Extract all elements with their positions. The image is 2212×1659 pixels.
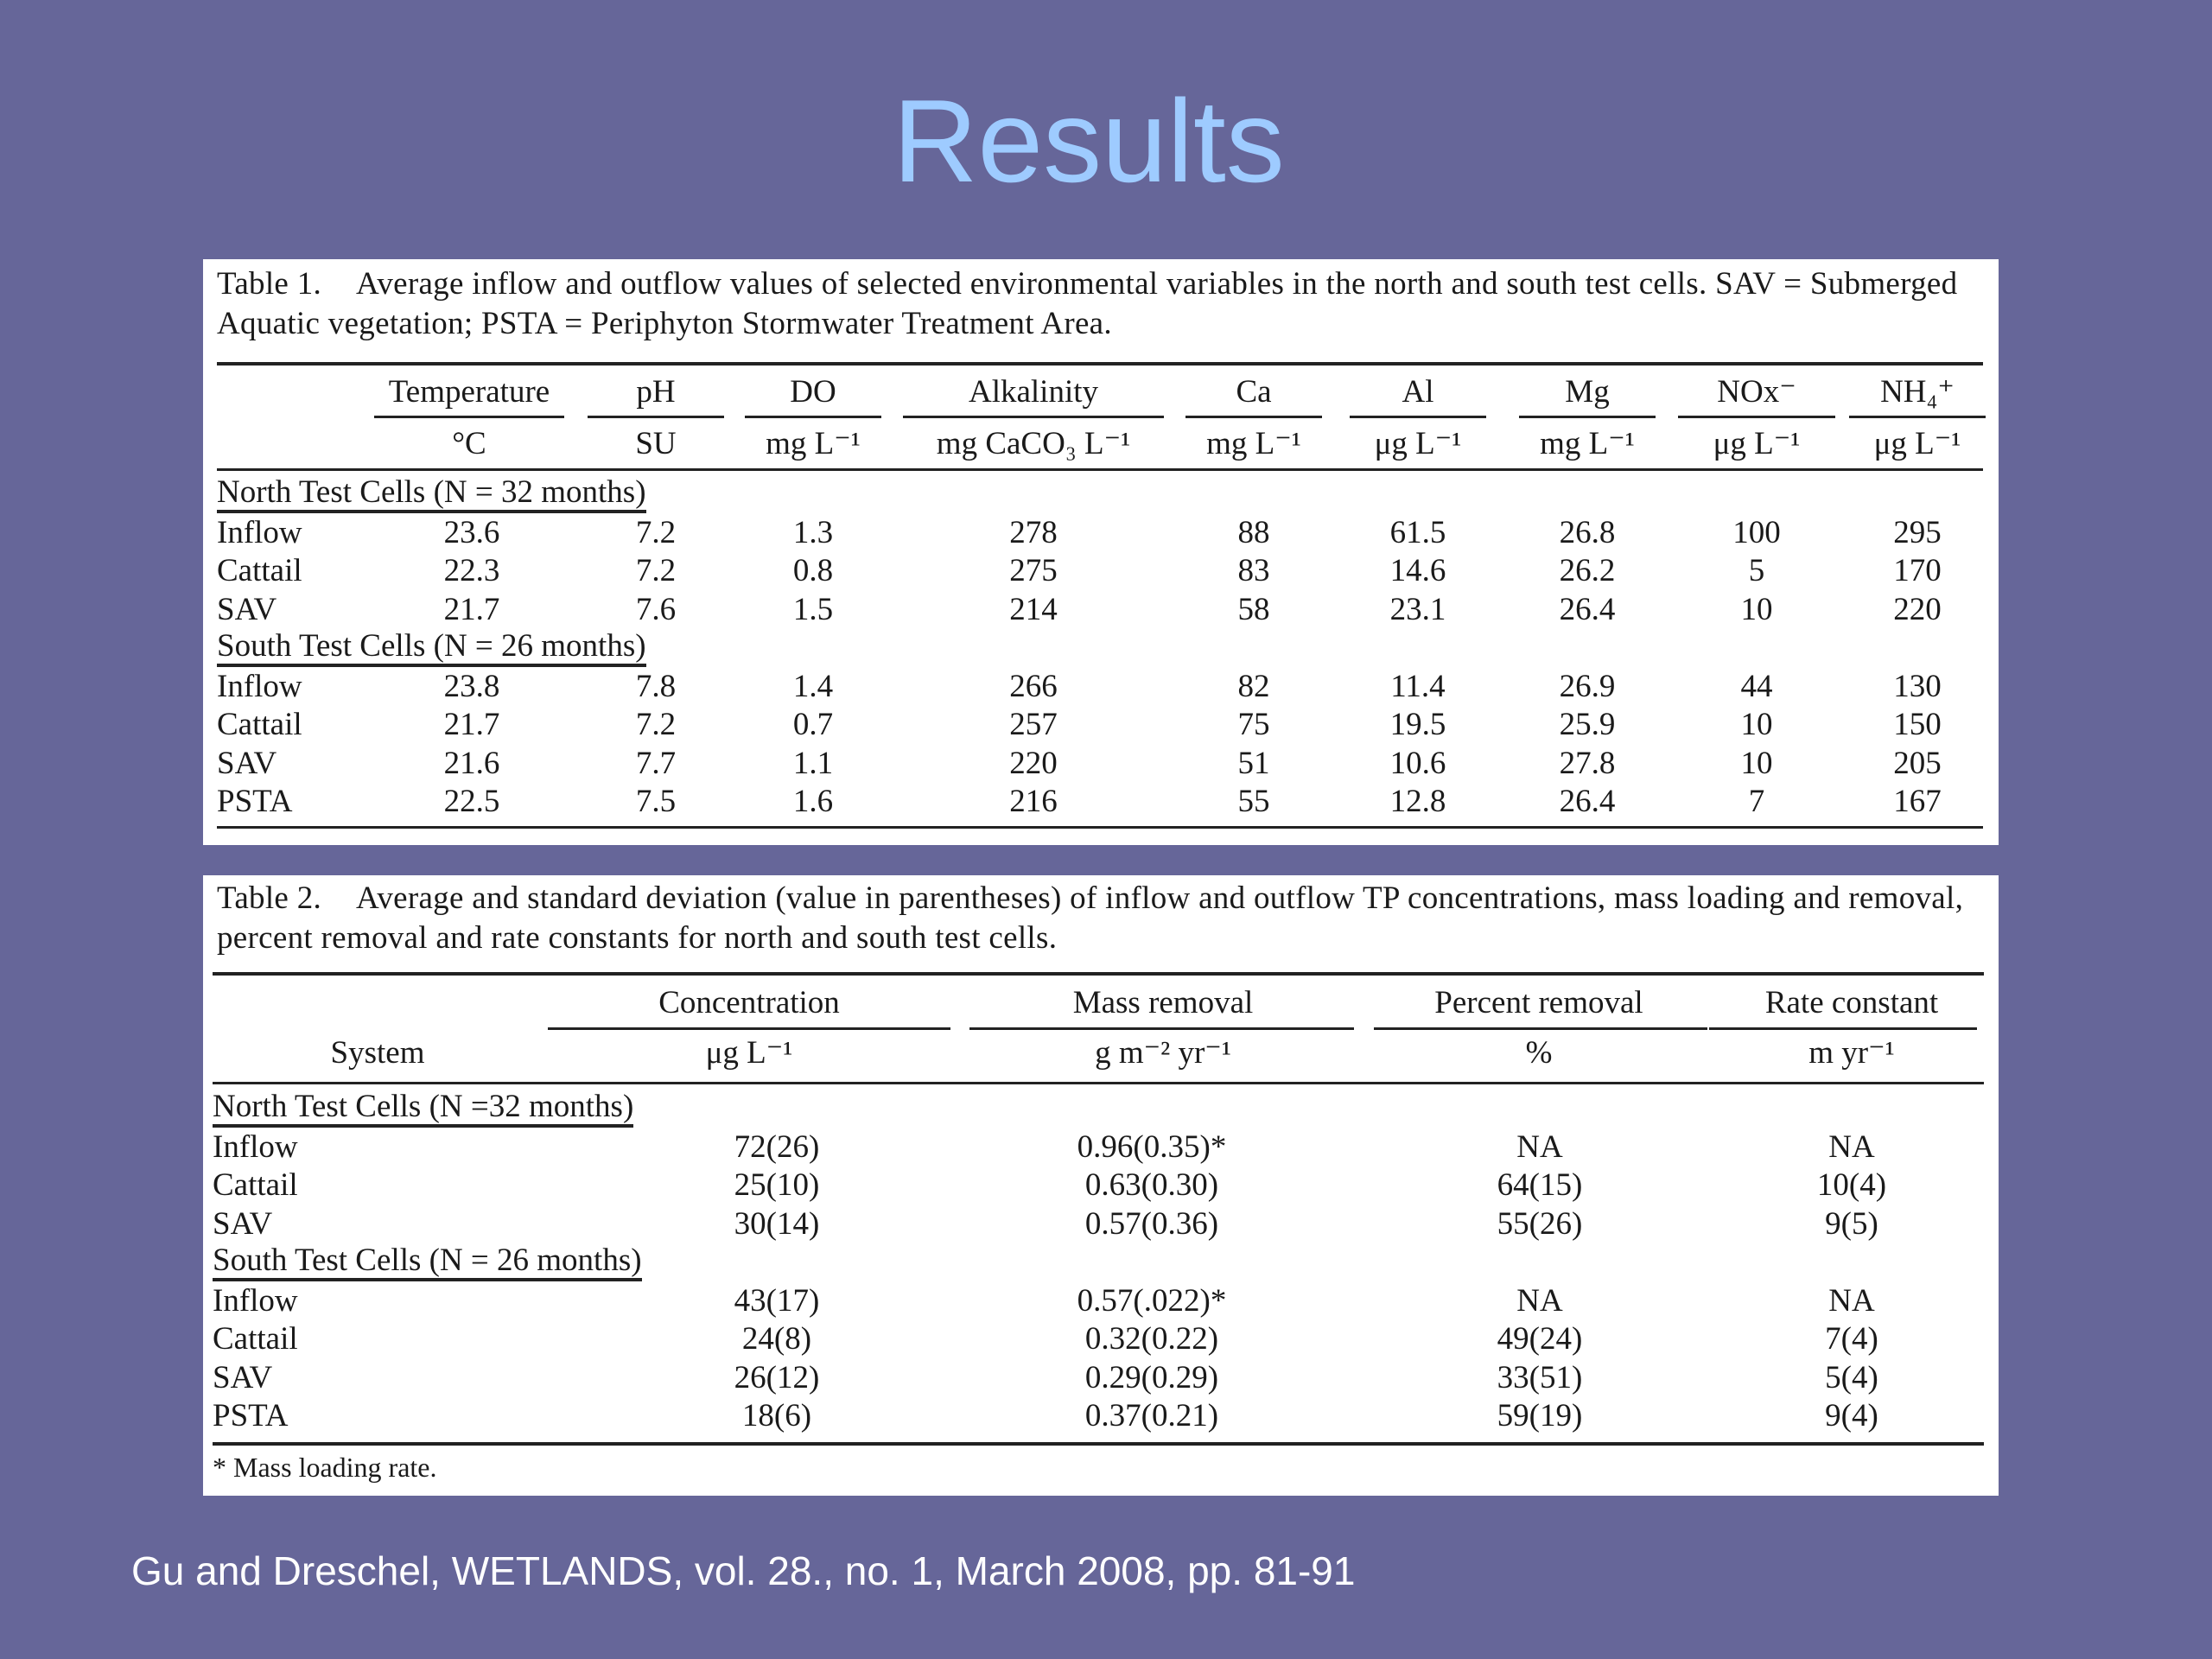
- table-1-cell: 220: [1893, 591, 1942, 627]
- table-1-cell: 55: [1237, 784, 1270, 819]
- table-1-cell: 83: [1237, 553, 1270, 588]
- table-2-cell: 9(4): [1825, 1398, 1878, 1433]
- table-2-cell: 30(14): [734, 1205, 820, 1242]
- table-1: [203, 259, 1999, 845]
- slide-title: Results: [893, 75, 1285, 207]
- table-1-col-header: NOx⁻: [1717, 374, 1796, 410]
- table-1-col-header: pH: [636, 374, 676, 410]
- table-1-cell: 7.2: [635, 707, 677, 742]
- table-1-cell: 10: [1740, 707, 1773, 742]
- table-1-cell: 1.4: [792, 668, 834, 704]
- table-1-cell: 1.3: [792, 514, 834, 550]
- table-1-col-underline: [745, 416, 881, 418]
- table-2-row-label: Inflow: [213, 1282, 298, 1319]
- table-1-cell: 130: [1893, 668, 1942, 704]
- table-2-cell: 0.57(.022)*: [1077, 1282, 1227, 1319]
- table-2-row-label: Cattail: [213, 1321, 298, 1357]
- table-2-cell: 10(4): [1816, 1167, 1887, 1203]
- table-1-cell: 26.2: [1559, 553, 1616, 588]
- table-2-cell: 5(4): [1825, 1359, 1878, 1395]
- table-1-col-unit: μg L⁻¹: [1873, 426, 1961, 461]
- table-2-cell: 7(4): [1825, 1321, 1878, 1357]
- table-1-col-underline: [588, 416, 724, 418]
- table-1-cell: 26.4: [1559, 784, 1616, 819]
- table-2-cell: 25(10): [734, 1167, 820, 1203]
- table-1-caption: [217, 264, 1980, 344]
- table-2-cell: NA: [1516, 1282, 1563, 1319]
- table-1-cell: 25.9: [1559, 707, 1616, 742]
- table-1-cell: 14.6: [1389, 553, 1446, 588]
- table-1-col-header: Ca: [1236, 374, 1272, 410]
- table-2-cell: 0.63(0.30): [1084, 1167, 1219, 1203]
- citation: Gu and Dreschel, WETLANDS, vol. 28., no. 1, March 2008, pp. 81-91: [131, 1548, 1356, 1593]
- table-2-cell: 59(19): [1497, 1398, 1583, 1433]
- table-2-cell: NA: [1516, 1128, 1563, 1165]
- table-1-cell: 7.6: [635, 591, 677, 627]
- table-2-cell: 33(51): [1497, 1359, 1583, 1395]
- table-2-col-header: Mass removal: [1072, 985, 1254, 1020]
- table-2-caption-label: Table 2.: [217, 880, 322, 916]
- table-1-cell: 0.7: [792, 707, 834, 742]
- table-1-row-label: Cattail: [217, 707, 302, 742]
- table-1-cell: 7.7: [635, 745, 677, 781]
- table-2-col-unit: g m⁻² yr⁻¹: [1095, 1035, 1231, 1071]
- table-2-footnote: * Mass loading rate.: [213, 1452, 437, 1483]
- table-1-col-unit: °C: [452, 426, 486, 461]
- table-2-cell: 0.37(0.21): [1084, 1398, 1219, 1433]
- table-1-header-rule: [217, 468, 1983, 471]
- table-1-col-header: NH₄⁺: [1880, 374, 1955, 410]
- table-1-cell: 7.2: [635, 553, 677, 588]
- table-2-cell: 49(24): [1497, 1321, 1583, 1357]
- table-1-section-heading: North Test Cells (N = 32 months): [217, 475, 646, 513]
- table-1-cell: 10: [1740, 591, 1773, 627]
- table-2-col-unit: m yr⁻¹: [1808, 1035, 1895, 1071]
- table-1-col-underline: [1519, 416, 1656, 418]
- table-2-cell: 72(26): [734, 1128, 820, 1165]
- table-1-cell: 150: [1893, 707, 1942, 742]
- table-2-col-underline: [969, 1027, 1354, 1030]
- table-2-cell: 26(12): [734, 1359, 820, 1395]
- table-1-cell: 295: [1893, 514, 1942, 550]
- table-2-cell: 18(6): [741, 1398, 812, 1433]
- table-2-row-label: PSTA: [213, 1398, 289, 1433]
- table-1-cell: 7.8: [635, 668, 677, 704]
- table-1-row-label: Cattail: [217, 553, 302, 588]
- table-1-col-unit: μg L⁻¹: [1374, 426, 1462, 461]
- table-1-row-label: SAV: [217, 745, 277, 781]
- table-1-cell: 167: [1893, 784, 1942, 819]
- table-1-cell: 61.5: [1389, 514, 1446, 550]
- table-1-cell: 23.6: [443, 514, 500, 550]
- table-1-row-label: Inflow: [217, 668, 302, 704]
- table-1-col-header: Al: [1402, 374, 1434, 410]
- table-1-cell: 7: [1748, 784, 1765, 819]
- table-1-cell: 22.5: [443, 784, 500, 819]
- table-1-cell: 44: [1740, 668, 1773, 704]
- table-1-cell: 216: [1009, 784, 1058, 819]
- table-1-col-header: Temperature: [388, 374, 550, 410]
- table-1-cell: 58: [1237, 591, 1270, 627]
- table-1-cell: 10.6: [1389, 745, 1446, 781]
- table-1-col-underline: [1678, 416, 1835, 418]
- table-1-top-rule: [217, 362, 1983, 365]
- table-1-cell: 22.3: [443, 553, 500, 588]
- table-1-cell: 10: [1740, 745, 1773, 781]
- table-1-cell: 0.8: [792, 553, 834, 588]
- table-1-cell: 257: [1009, 707, 1058, 742]
- table-1-cell: 100: [1732, 514, 1781, 550]
- table-2-section-heading: South Test Cells (N = 26 months): [213, 1243, 642, 1281]
- table-2-system-header: System: [330, 1035, 425, 1071]
- table-1-cell: 75: [1237, 707, 1270, 742]
- table-2-col-header: Percent removal: [1434, 985, 1643, 1020]
- table-2-cell: 43(17): [734, 1282, 820, 1319]
- table-1-cell: 82: [1237, 668, 1270, 704]
- table-1-cell: 1.1: [792, 745, 834, 781]
- table-2-cell: 64(15): [1497, 1167, 1583, 1203]
- table-1-cell: 1.5: [792, 591, 834, 627]
- table-1-col-header: Alkalinity: [968, 374, 1099, 410]
- table-2-col-underline: [1374, 1027, 1707, 1030]
- table-2-row-label: Inflow: [213, 1128, 298, 1165]
- table-1-cell: 23.1: [1389, 591, 1446, 627]
- table-2-caption: [217, 879, 1980, 958]
- table-1-col-underline: [903, 416, 1164, 418]
- table-2-col-unit: %: [1525, 1035, 1553, 1071]
- table-1-cell: 7.2: [635, 514, 677, 550]
- table-1-cell: 205: [1893, 745, 1942, 781]
- table-1-cell: 12.8: [1389, 784, 1446, 819]
- table-1-cell: 11.4: [1390, 668, 1446, 704]
- table-2-cell: 0.96(0.35)*: [1077, 1128, 1227, 1165]
- table-1-col-unit: mg L⁻¹: [1540, 426, 1635, 461]
- table-1-caption-label: Table 1.: [217, 266, 322, 302]
- table-1-section-heading: South Test Cells (N = 26 months): [217, 629, 646, 667]
- table-1-col-underline: [1350, 416, 1486, 418]
- table-2-bottom-rule: [213, 1442, 1984, 1446]
- table-1-col-unit: mg L⁻¹: [1206, 426, 1301, 461]
- table-1-cell: 266: [1009, 668, 1058, 704]
- table-2-cell: 24(8): [741, 1321, 812, 1357]
- table-1-row-label: Inflow: [217, 514, 302, 550]
- table-1-cell: 275: [1009, 553, 1058, 588]
- table-2-cell: 9(5): [1825, 1205, 1878, 1242]
- table-1-bottom-rule: [217, 826, 1983, 829]
- table-1-cell: 26.9: [1559, 668, 1616, 704]
- table-1-row-label: PSTA: [217, 784, 293, 819]
- table-1-col-unit: mg CaCO₃ L⁻¹: [936, 426, 1131, 461]
- table-1-caption-text: Average inflow and outflow values of selected environmental variables in the north and south test cells. SAV = Submerged Aquatic vegetation; PSTA = Periphyton Stormwater Treatment Area.: [217, 266, 1958, 341]
- table-1-cell: 23.8: [443, 668, 500, 704]
- table-1-cell: 214: [1009, 591, 1058, 627]
- table-1-cell: 5: [1748, 553, 1765, 588]
- table-1-cell: 51: [1237, 745, 1270, 781]
- table-2-row-label: SAV: [213, 1359, 273, 1395]
- table-1-cell: 170: [1893, 553, 1942, 588]
- table-2-col-underline: [1709, 1027, 1977, 1030]
- table-2-col-header: Concentration: [658, 985, 840, 1020]
- table-1-col-unit: μg L⁻¹: [1713, 426, 1801, 461]
- table-1-row-label: SAV: [217, 591, 277, 627]
- table-1-cell: 26.4: [1559, 591, 1616, 627]
- table-1-col-underline: [1849, 416, 1986, 418]
- table-1-cell: 7.5: [635, 784, 677, 819]
- table-2-top-rule: [213, 972, 1984, 976]
- table-1-col-header: Mg: [1565, 374, 1610, 410]
- table-2-col-header: Rate constant: [1764, 985, 1939, 1020]
- table-1-cell: 220: [1009, 745, 1058, 781]
- table-1-cell: 88: [1237, 514, 1270, 550]
- table-1-col-underline: [1185, 416, 1322, 418]
- table-2-cell: NA: [1828, 1128, 1875, 1165]
- table-1-col-unit: mg L⁻¹: [766, 426, 861, 461]
- table-2-cell: 0.57(0.36): [1084, 1205, 1219, 1242]
- table-2-caption-text: Average and standard deviation (value in parentheses) of inflow and outflow TP concentrations, mass loading and removal, percent removal and rate constants for north and south test cells.: [217, 880, 1964, 956]
- table-2-cell: 55(26): [1497, 1205, 1583, 1242]
- table-2-header-rule: [213, 1082, 1984, 1084]
- table-1-cell: 278: [1009, 514, 1058, 550]
- table-1-cell: 1.6: [792, 784, 834, 819]
- table-2-row-label: SAV: [213, 1205, 273, 1242]
- table-2-col-underline: [548, 1027, 950, 1030]
- table-1-cell: 21.6: [443, 745, 500, 781]
- table-2-cell: 0.32(0.22): [1084, 1321, 1219, 1357]
- table-1-cell: 21.7: [443, 707, 500, 742]
- table-2-cell: NA: [1828, 1282, 1875, 1319]
- table-1-col-header: DO: [790, 374, 836, 410]
- table-2: [203, 875, 1999, 1496]
- table-1-cell: 26.8: [1559, 514, 1616, 550]
- table-1-cell: 27.8: [1559, 745, 1616, 781]
- table-2-row-label: Cattail: [213, 1167, 298, 1203]
- table-1-cell: 19.5: [1389, 707, 1446, 742]
- table-1-cell: 21.7: [443, 591, 500, 627]
- table-2-section-heading: North Test Cells (N =32 months): [213, 1090, 633, 1128]
- table-2-cell: 0.29(0.29): [1084, 1359, 1219, 1395]
- table-1-col-underline: [374, 416, 564, 418]
- table-1-col-unit: SU: [635, 426, 677, 461]
- table-2-col-unit: μg L⁻¹: [705, 1035, 793, 1071]
